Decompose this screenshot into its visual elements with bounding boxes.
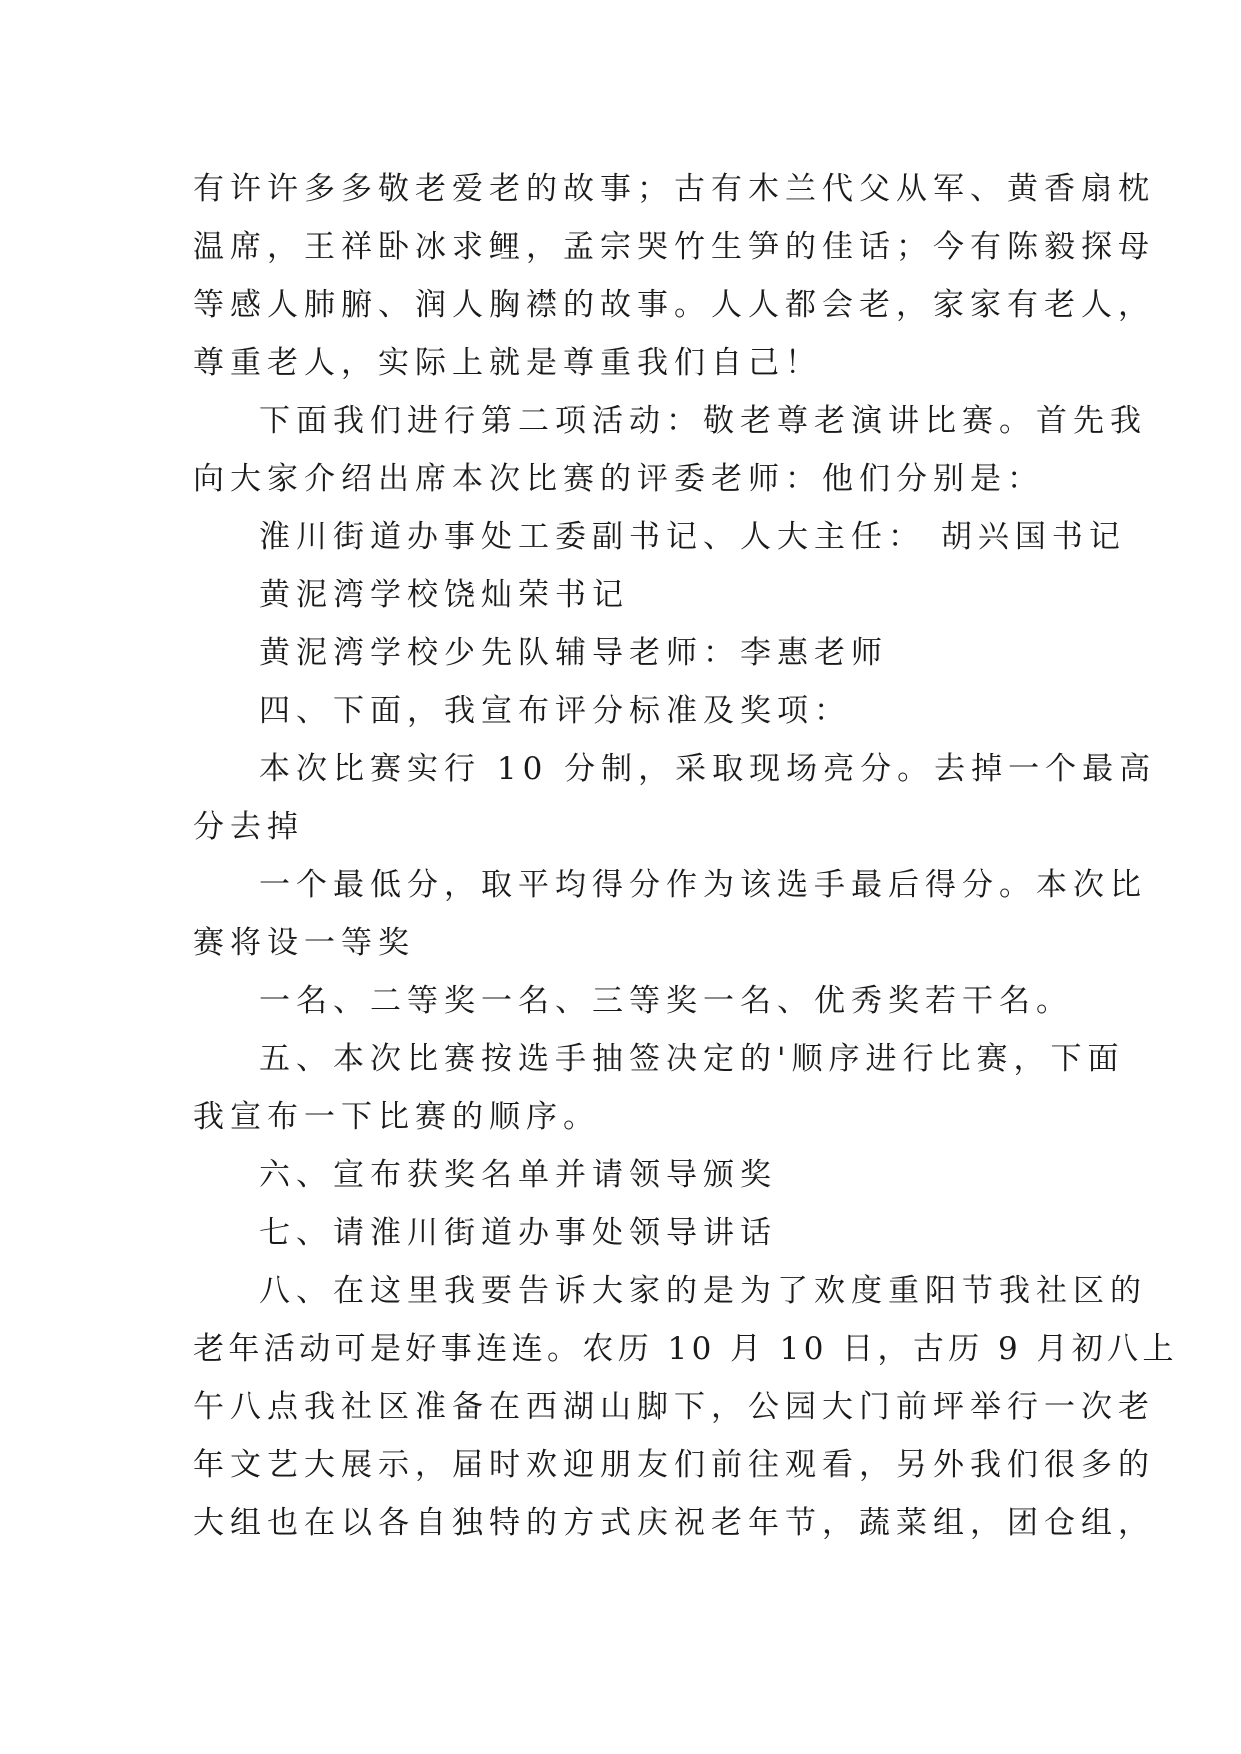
judge-line: 黄泥湾学校饶灿荣书记: [259, 577, 629, 613]
section-heading-line: 五、本次比赛按选手抽签决定的'顺序进行比赛，下面: [259, 1041, 1125, 1077]
section-heading-line: 四、下面，我宣布评分标准及奖项：: [259, 693, 851, 729]
text-line: 赛将设一等奖: [193, 925, 415, 961]
text-line: 午八点我社区准备在西湖山脚下，公园大门前坪举行一次老: [193, 1389, 1155, 1425]
paragraph-start-line: 一个最低分，取平均得分作为该选手最后得分。本次比: [259, 867, 1147, 903]
judge-line: 淮川街道办事处工委副书记、人大主任： 胡兴国书记: [259, 519, 1126, 555]
document-body: [193, 160, 1178, 1552]
text-line: 大组也在以各自独特的方式庆祝老年节，蔬菜组，团仓组，: [193, 1505, 1155, 1541]
text-line: 温席，王祥卧冰求鲤，孟宗哭竹生笋的佳话；今有陈毅探母: [193, 229, 1155, 265]
text-line: 尊重老人，实际上就是尊重我们自己！: [193, 345, 822, 381]
text-line: 分去掉: [193, 809, 304, 845]
text-line: 向大家介绍出席本次比赛的评委老师：他们分别是：: [193, 461, 1044, 497]
section-heading-line: 六、宣布获奖名单并请领导颁奖: [259, 1157, 777, 1193]
text-line: 有许许多多敬老爱老的故事；古有木兰代父从军、黄香扇枕: [193, 171, 1155, 207]
paragraph-start-line: 本次比赛实行 10 分制，采取现场亮分。去掉一个最高: [259, 751, 1157, 787]
paragraph-start-line: 一名、二等奖一名、三等奖一名、优秀奖若干名。: [259, 983, 1073, 1019]
section-heading-line: 七、请淮川街道办事处领导讲话: [259, 1215, 777, 1251]
judge-line: 黄泥湾学校少先队辅导老师：李惠老师: [259, 635, 888, 671]
text-line: 年文艺大展示，届时欢迎朋友们前往观看，另外我们很多的: [193, 1447, 1155, 1483]
text-line: 我宣布一下比赛的顺序。: [193, 1099, 600, 1135]
text-line: 老年活动可是好事连连。农历 10 月 10 日，古历 9 月初八上: [193, 1331, 1178, 1367]
text-line: 等感人肺腑、润人胸襟的故事。人人都会老，家家有老人，: [193, 287, 1155, 323]
paragraph-start-line: 下面我们进行第二项活动：敬老尊老演讲比赛。首先我: [259, 403, 1147, 439]
section-heading-line: 八、在这里我要告诉大家的是为了欢度重阳节我社区的: [259, 1273, 1147, 1309]
